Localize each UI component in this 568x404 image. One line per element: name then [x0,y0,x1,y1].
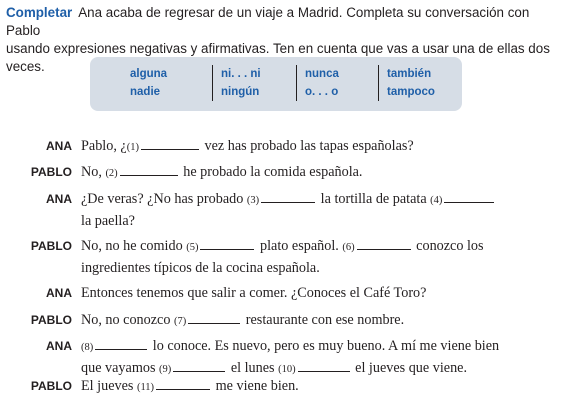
text-segment: el lunes [230,360,279,376]
dialogue-text [81,136,551,158]
text-segment: plato español. [260,238,343,254]
word-bank-column [378,65,435,101]
exercise-keyword: Completar [6,5,73,20]
answer-blank[interactable] [141,137,199,150]
speaker-label: PABLO [30,379,72,393]
blank-number: (5) [186,242,199,253]
dialogue-text [81,236,551,278]
dialogue-text [81,189,551,231]
text-segment: la tortilla de patata [320,191,431,207]
answer-blank[interactable] [120,163,178,176]
text-segment: me viene bien. [215,378,299,394]
text-segment: El jueves [81,378,137,394]
text-segment: la paella? [81,213,135,229]
text-segment: vez has probado las tapas españolas? [204,138,414,154]
text-segment: ingredientes típicos de la cocina española. [81,260,320,276]
word-bank-item: o. . . o [305,86,339,98]
blank-number: (10) [278,364,296,375]
text-segment: lo conoce. Es nuevo, pero es muy bueno. A mí me viene bien [152,338,500,354]
instructions-line-1: Ana acaba de regresar de un viaje a Madrid. Completa su conversación con Pablo [6,5,530,38]
speaker-label: ANA [46,139,72,153]
instructions-line-2: usando expresiones negativas y afirmativas. Ten en cuenta que vas a usar una de ellas dos veces. [6,41,550,74]
answer-blank[interactable] [95,337,147,350]
word-bank-column [130,65,167,101]
word-bank-item: alguna [130,68,168,80]
text-segment: restaurante con ese nombre. [245,312,405,328]
answer-blank[interactable] [261,190,315,203]
blank-number: (6) [342,242,355,253]
answer-blank[interactable] [188,311,240,324]
text-segment: Pablo, ¿ [81,138,127,154]
word-bank-item: también [387,68,432,80]
answer-blank[interactable] [444,190,494,203]
speaker-label: PABLO [30,313,72,327]
word-bank-item: nunca [305,68,339,80]
text-segment: No, [81,164,106,180]
text-segment: he probado la comida española. [183,164,363,180]
dialogue-text: Entonces tenemos que salir a comer. ¿Conoces el Café Toro? [81,285,427,301]
blank-number: (9) [159,364,172,375]
word-bank-item: tampoco [387,86,435,98]
speaker-label: ANA [46,339,72,353]
blank-number: (11) [136,382,155,393]
text-segment: conozco los [416,238,484,254]
speaker-label: PABLO [30,239,72,253]
dialogue-text [81,336,551,380]
dialogue-text [81,162,551,184]
text-segment: el jueves que viene. [355,360,468,376]
text-segment: No, no he comido [81,238,187,254]
text-segment: que vayamos [81,360,160,376]
answer-blank[interactable] [200,237,254,250]
word-bank [90,57,462,111]
blank-number: (1) [126,142,139,153]
answer-blank[interactable] [173,359,225,372]
word-bank-item: ningún [221,86,260,98]
text-segment: No, no conozco [81,312,174,328]
answer-blank[interactable] [156,377,210,390]
answer-blank[interactable] [357,237,411,250]
dialogue-text [81,376,551,398]
speaker-label: PABLO [30,165,72,179]
answer-blank[interactable] [298,359,350,372]
dialogue-text [81,310,551,332]
speaker-label: ANA [46,286,72,300]
blank-number: (2) [105,168,118,179]
blank-number: (4) [430,195,443,206]
speaker-label: ANA [46,192,72,206]
word-bank-column [296,65,339,101]
word-bank-item: ni. . . ni [221,68,261,80]
text-segment: ¿De veras? ¿No has probado [81,191,247,207]
blank-number: (7) [173,316,187,327]
blank-number: (8) [81,342,94,353]
blank-number: (3) [246,195,260,206]
word-bank-column [212,65,261,101]
word-bank-item: nadie [130,86,161,98]
